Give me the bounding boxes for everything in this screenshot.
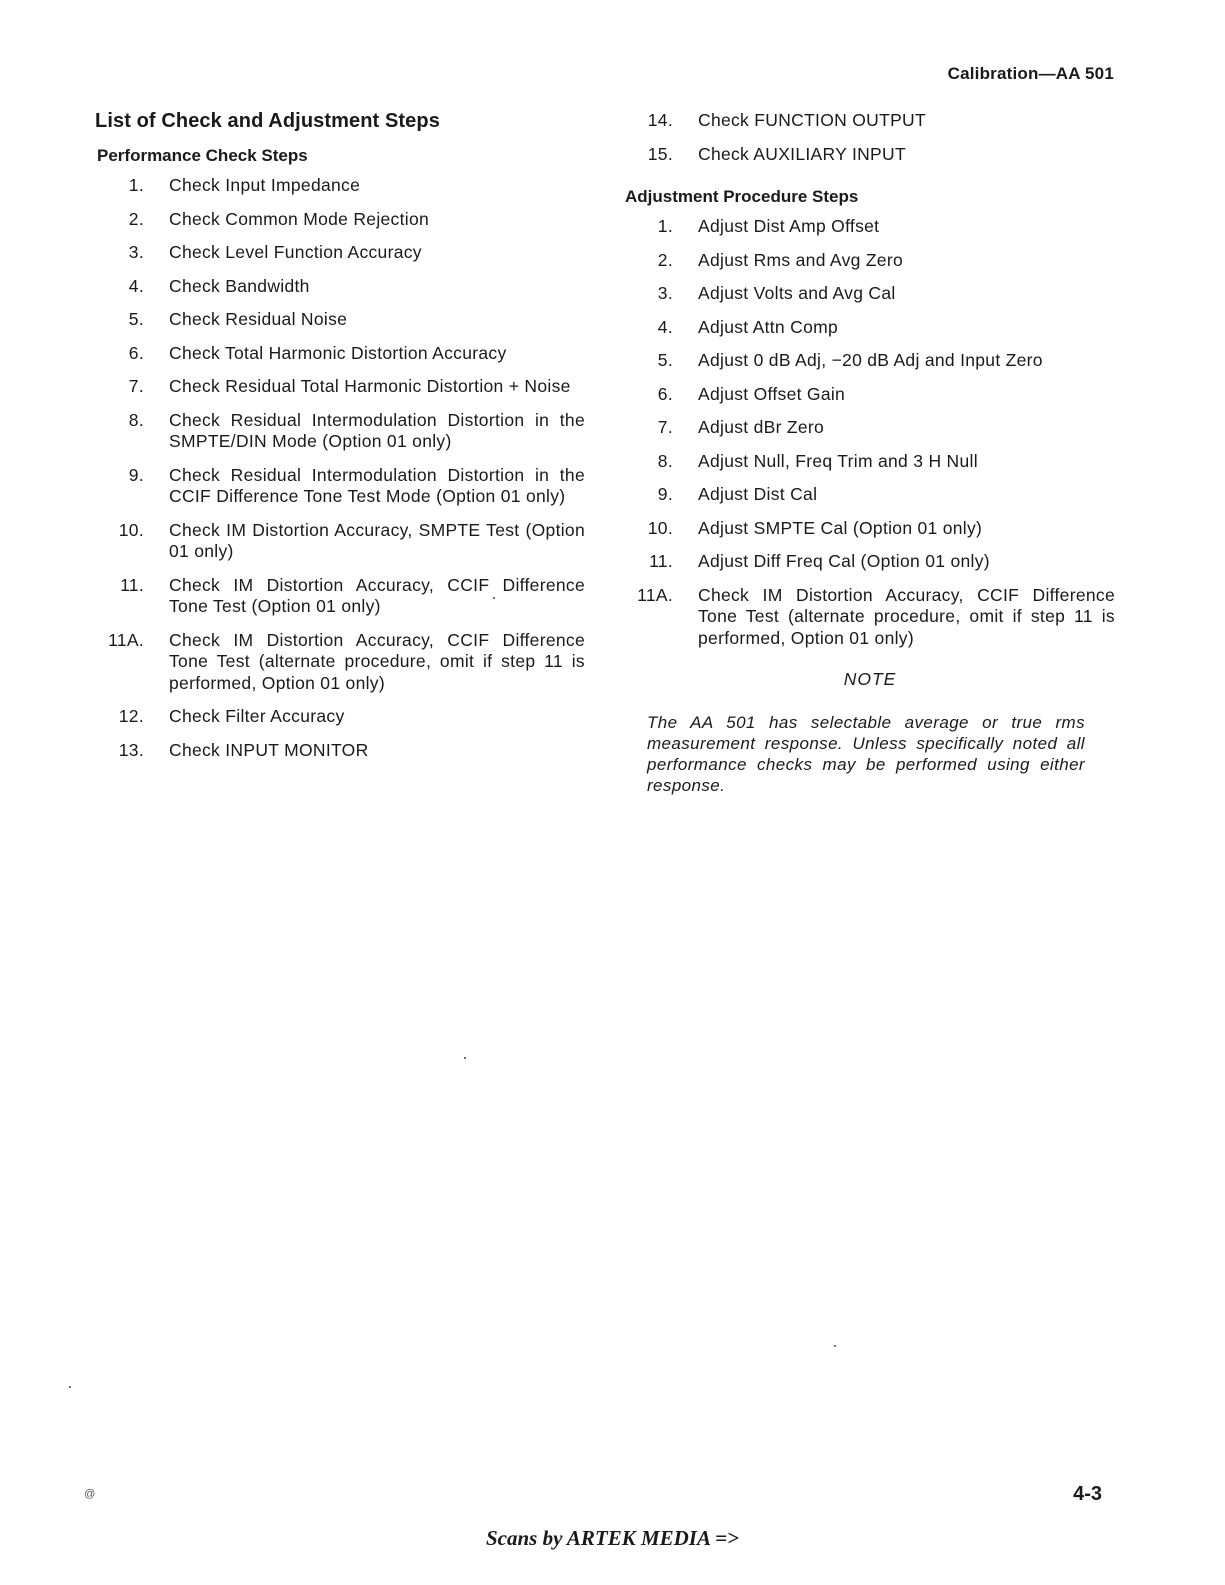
step-number: 1. <box>128 175 144 195</box>
left-column <box>95 110 585 773</box>
scan-speck <box>493 597 495 599</box>
step-text: Adjust Offset Gain <box>698 383 846 404</box>
step-number: 5. <box>657 350 673 370</box>
scan-speck <box>69 1386 71 1388</box>
step-number: 6. <box>128 342 144 363</box>
step-text: Check Level Function Accuracy <box>169 242 422 262</box>
list-item <box>625 110 1115 132</box>
step-text: Check Residual Total Harmonic Distortion + Noise <box>169 376 571 396</box>
step-text: Adjust 0 dB Adj, −20 dB Adj and Input Zero <box>698 350 1043 370</box>
performance-check-list <box>95 175 585 761</box>
list-item <box>625 417 1115 439</box>
step-number: 8. <box>128 409 144 430</box>
step-number: 5. <box>128 309 144 329</box>
step-text: Adjust Dist Cal <box>698 484 818 504</box>
step-number: 7. <box>657 417 673 437</box>
step-number: 9. <box>657 484 673 504</box>
step-number: 12. <box>118 706 144 726</box>
list-item <box>625 317 1115 339</box>
list-item <box>95 740 585 762</box>
note-title: NOTE <box>843 669 897 689</box>
step-text: Check Residual Noise <box>169 309 348 329</box>
running-header: Calibration—AA 501 <box>947 64 1114 83</box>
step-number: 10. <box>118 519 144 540</box>
step-number: 4. <box>128 275 144 296</box>
step-number: 2. <box>657 249 673 270</box>
list-item <box>95 343 585 365</box>
step-text: Adjust dBr Zero <box>698 417 825 437</box>
list-item <box>625 484 1115 506</box>
scan-speck <box>834 1345 836 1347</box>
list-item <box>95 575 585 618</box>
right-column <box>625 110 1115 796</box>
step-text: Check IM Distortion Accuracy, CCIF Difference Tone Test (alternate procedure, omit if step 11 is performed, Option 01 only) <box>169 629 585 693</box>
step-text: Check Bandwidth <box>169 275 310 296</box>
step-number: 10. <box>647 517 673 538</box>
list-item <box>625 451 1115 473</box>
step-text: Check IM Distortion Accuracy, CCIF Difference Tone Test (alternate procedure, omit if step 11 is performed, Option 01 only) <box>698 584 1115 648</box>
list-item <box>95 276 585 298</box>
list-item <box>625 350 1115 372</box>
list-item <box>95 376 585 398</box>
step-text: Adjust Attn Comp <box>698 316 839 337</box>
list-item <box>95 630 585 695</box>
list-item <box>625 551 1115 573</box>
list-item <box>625 518 1115 540</box>
step-text: Check Residual Intermodulation Distortion in the SMPTE/DIN Mode (Option 01 only) <box>169 409 585 451</box>
performance-check-list-continued <box>625 110 1115 165</box>
step-number: 11A. <box>108 629 144 650</box>
step-number: 8. <box>657 450 673 471</box>
list-item <box>95 706 585 728</box>
step-number: 13. <box>118 739 144 760</box>
page-number: 4-3 <box>1073 1483 1102 1505</box>
page-title: List of Check and Adjustment Steps <box>95 110 440 132</box>
step-text: Check IM Distortion Accuracy, SMPTE Test (Option 01 only) <box>169 519 585 561</box>
step-number: 1. <box>657 216 673 236</box>
step-text: Check FUNCTION OUTPUT <box>698 110 926 130</box>
adjustment-procedure-list <box>625 216 1115 649</box>
step-text: Adjust SMPTE Cal (Option 01 only) <box>698 517 983 538</box>
step-number: 2. <box>128 208 144 229</box>
list-item <box>95 209 585 231</box>
step-text: Adjust Diff Freq Cal (Option 01 only) <box>698 551 990 571</box>
step-number: 9. <box>128 464 144 485</box>
step-text: Check Residual Intermodulation Distortion in the CCIF Difference Tone Test Mode (Option 01 only) <box>169 464 585 506</box>
step-number: 4. <box>657 316 673 337</box>
step-number: 11. <box>649 551 673 571</box>
list-item <box>95 175 585 197</box>
step-text: Check AUXILIARY INPUT <box>698 143 906 164</box>
scan-credit: Scans by ARTEK MEDIA => <box>485 1526 740 1550</box>
list-item <box>625 216 1115 238</box>
step-text: Check Total Harmonic Distortion Accuracy <box>169 342 507 363</box>
step-number: 6. <box>657 383 673 404</box>
step-number: 11A. <box>637 584 673 605</box>
step-text: Check IM Distortion Accuracy, CCIF Difference Tone Test (Option 01 only) <box>169 574 585 616</box>
list-item <box>625 144 1115 166</box>
step-text: Check Filter Accuracy <box>169 706 345 726</box>
list-item <box>95 520 585 563</box>
list-item <box>625 250 1115 272</box>
step-number: 3. <box>128 242 144 262</box>
note-body: The AA 501 has selectable average or true rms measurement response. Unless specifically noted all performance checks may be performed using either response. <box>647 713 1085 795</box>
list-item <box>625 384 1115 406</box>
list-item <box>95 242 585 264</box>
step-number: 7. <box>128 376 144 396</box>
step-text: Check Common Mode Rejection <box>169 208 430 229</box>
list-item <box>95 465 585 508</box>
step-text: Check Input Impedance <box>169 175 361 195</box>
step-number: 15. <box>647 143 673 164</box>
scan-speck <box>464 1057 466 1059</box>
step-number: 11. <box>120 574 144 595</box>
step-text: Adjust Volts and Avg Cal <box>698 283 896 303</box>
step-number: 14. <box>647 110 673 130</box>
adjustment-procedure-heading: Adjustment Procedure Steps <box>625 187 859 206</box>
step-text: Adjust Rms and Avg Zero <box>698 249 904 270</box>
step-text: Adjust Dist Amp Offset <box>698 216 880 236</box>
corner-mark: @ <box>84 1488 96 1500</box>
step-text: Check INPUT MONITOR <box>169 739 369 760</box>
list-item <box>95 309 585 331</box>
step-text: Adjust Null, Freq Trim and 3 H Null <box>698 450 978 471</box>
step-number: 3. <box>657 283 673 303</box>
list-item <box>625 585 1115 650</box>
list-item <box>95 410 585 453</box>
list-item <box>625 283 1115 305</box>
performance-check-heading: Performance Check Steps <box>97 146 308 165</box>
